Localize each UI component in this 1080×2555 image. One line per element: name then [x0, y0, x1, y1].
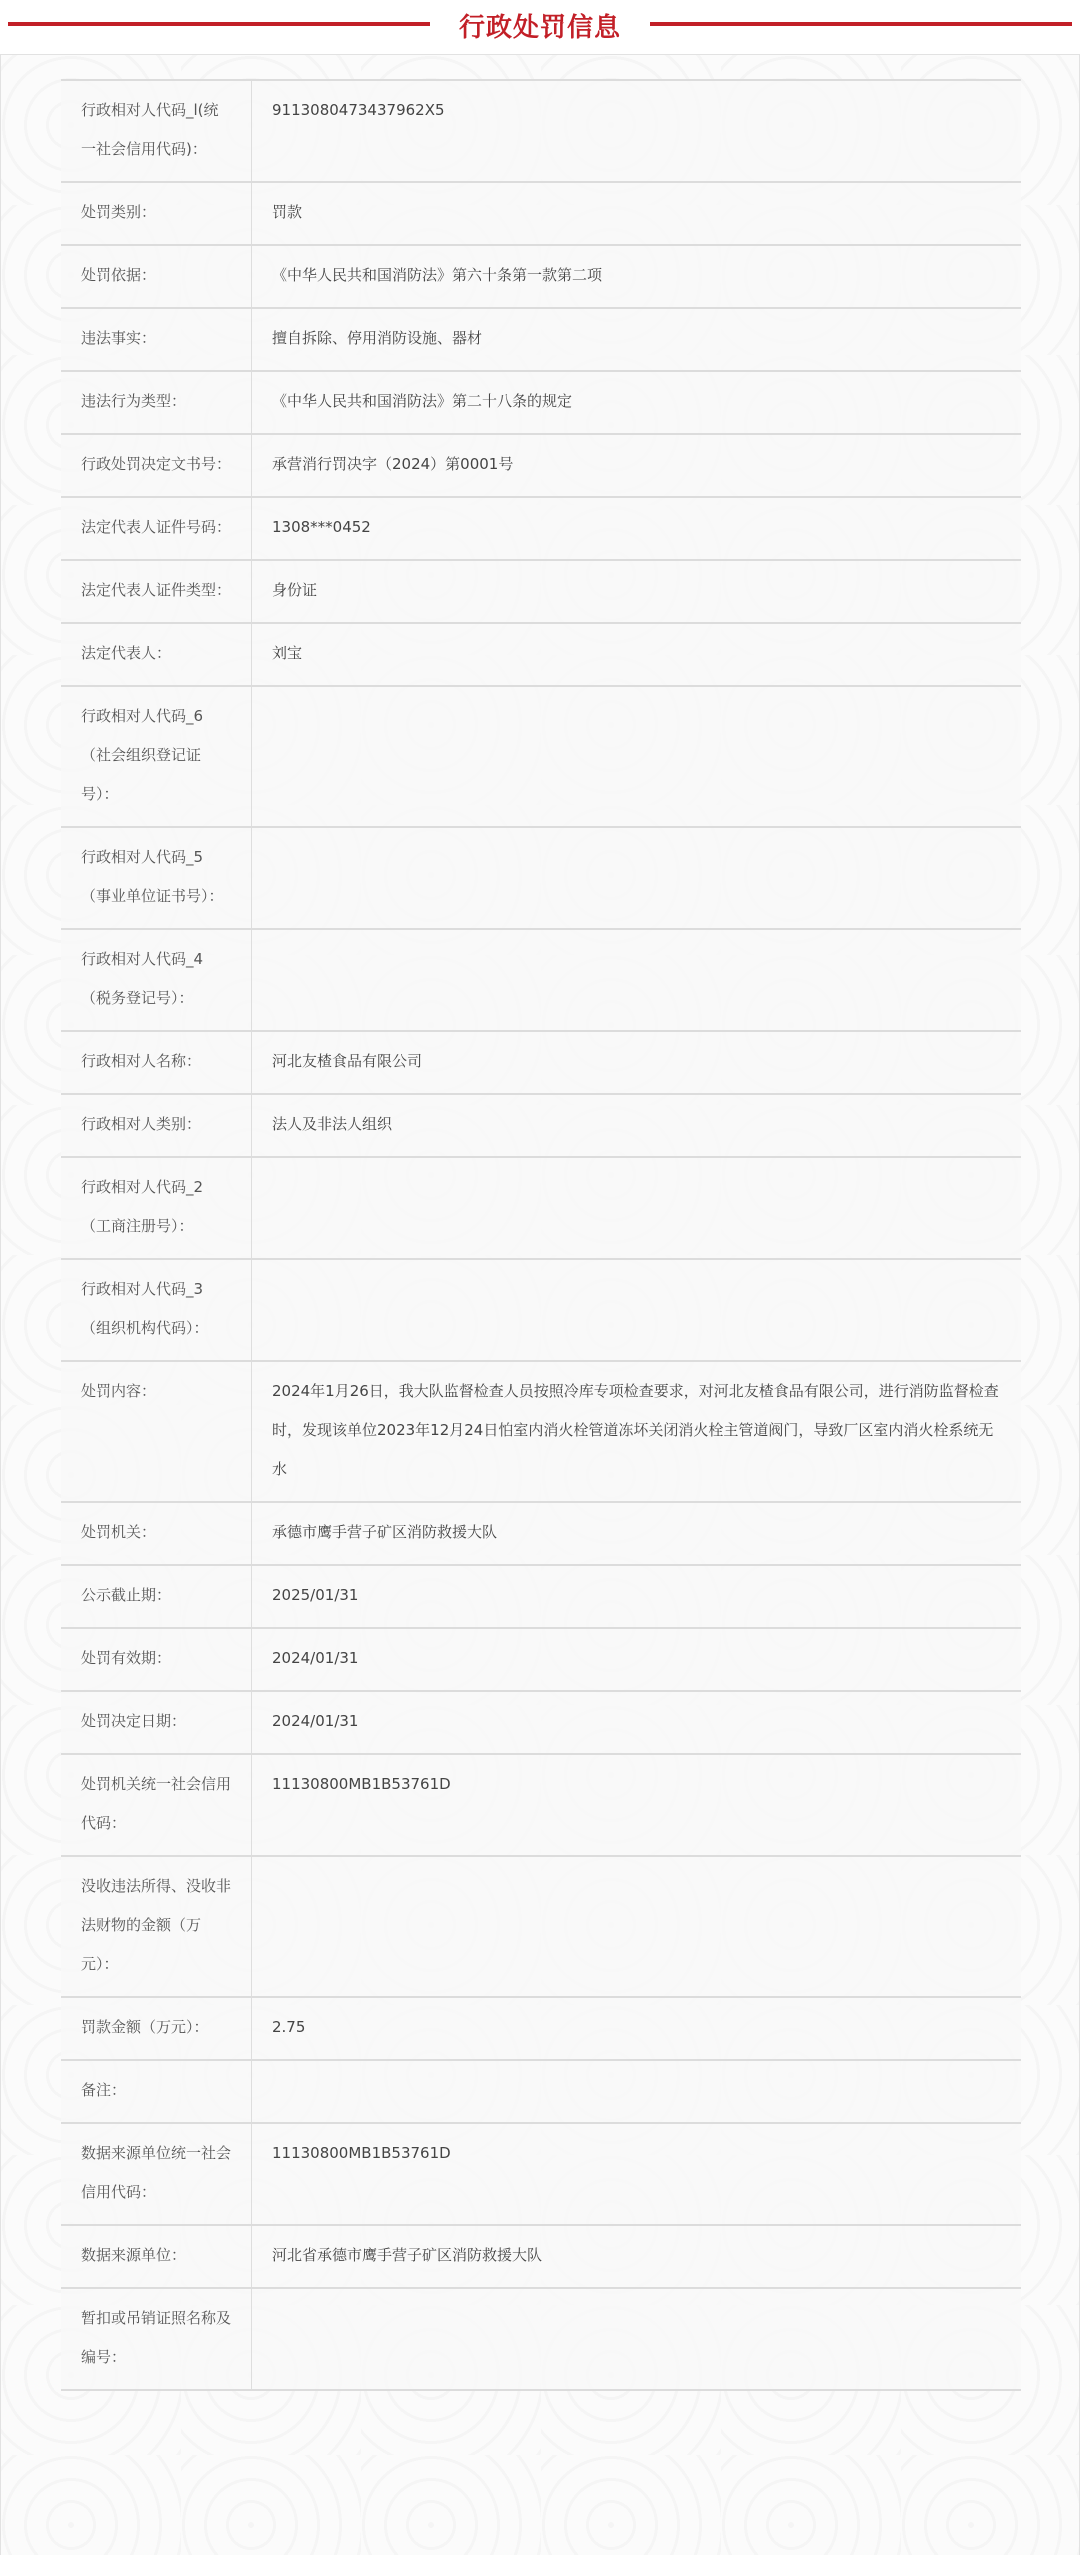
row-label: 行政相对人代码_5（事业单位证书号）： — [61, 827, 252, 929]
row-label: 数据来源单位： — [61, 2225, 252, 2288]
row-label: 行政处罚决定文书号： — [61, 434, 252, 497]
table-row — [61, 2288, 1021, 2390]
row-label: 处罚类别： — [61, 182, 252, 245]
row-value — [252, 1856, 1022, 1997]
row-value — [252, 1259, 1022, 1361]
table-row — [61, 1628, 1021, 1691]
info-panel — [0, 54, 1080, 2555]
row-value: 2024/01/31 — [252, 1691, 1022, 1754]
row-value: 《中华人民共和国消防法》第六十条第一款第二项 — [252, 245, 1022, 308]
row-value: 11130800MB1B53761D — [252, 2123, 1022, 2225]
table-row — [61, 371, 1021, 434]
row-value: 承德市鹰手营子矿区消防救援大队 — [252, 1502, 1022, 1565]
row-label: 罚款金额（万元）： — [61, 1997, 252, 2060]
row-value — [252, 827, 1022, 929]
row-label: 行政相对人代码_l(统一社会信用代码)： — [61, 80, 252, 182]
table-row — [61, 1157, 1021, 1259]
table-row — [61, 1031, 1021, 1094]
row-label: 处罚机关： — [61, 1502, 252, 1565]
row-value: 2024/01/31 — [252, 1628, 1022, 1691]
row-value: 2.75 — [252, 1997, 1022, 2060]
row-value: 河北友楂食品有限公司 — [252, 1031, 1022, 1094]
row-label: 法定代表人证件类型： — [61, 560, 252, 623]
table-row — [61, 245, 1021, 308]
table-row — [61, 929, 1021, 1031]
row-value: 擅自拆除、停用消防设施、器材 — [252, 308, 1022, 371]
table-row — [61, 1259, 1021, 1361]
table-row — [61, 560, 1021, 623]
row-label: 法定代表人： — [61, 623, 252, 686]
header-rule-left — [8, 22, 430, 26]
row-label: 处罚决定日期： — [61, 1691, 252, 1754]
header-rule-right — [650, 22, 1072, 26]
table-row — [61, 1691, 1021, 1754]
row-value: 2025/01/31 — [252, 1565, 1022, 1628]
table-row — [61, 1754, 1021, 1856]
row-value: 《中华人民共和国消防法》第二十八条的规定 — [252, 371, 1022, 434]
row-label: 行政相对人代码_4（税务登记号）： — [61, 929, 252, 1031]
table-row — [61, 80, 1021, 182]
row-value: 河北省承德市鹰手营子矿区消防救援大队 — [252, 2225, 1022, 2288]
table-row — [61, 1565, 1021, 1628]
row-label: 处罚机关统一社会信用代码： — [61, 1754, 252, 1856]
row-value — [252, 1157, 1022, 1259]
row-label: 公示截止期： — [61, 1565, 252, 1628]
row-label: 行政相对人代码_2（工商注册号）： — [61, 1157, 252, 1259]
row-value: 法人及非法人组织 — [252, 1094, 1022, 1157]
row-label: 没收违法所得、没收非法财物的金额（万元）： — [61, 1856, 252, 1997]
row-label: 行政相对人名称： — [61, 1031, 252, 1094]
table-row — [61, 1856, 1021, 1997]
row-label: 法定代表人证件号码： — [61, 497, 252, 560]
section-header — [0, 0, 1080, 50]
table-row — [61, 1502, 1021, 1565]
table-row — [61, 1997, 1021, 2060]
row-label: 处罚依据： — [61, 245, 252, 308]
row-label: 备注： — [61, 2060, 252, 2123]
table-row — [61, 182, 1021, 245]
table-row — [61, 827, 1021, 929]
table-row — [61, 1094, 1021, 1157]
row-value: 身份证 — [252, 560, 1022, 623]
row-label: 数据来源单位统一社会信用代码： — [61, 2123, 252, 2225]
row-label: 行政相对人代码_3（组织机构代码）： — [61, 1259, 252, 1361]
table-row — [61, 686, 1021, 827]
row-value: 罚款 — [252, 182, 1022, 245]
row-value: 11130800MB1B53761D — [252, 1754, 1022, 1856]
row-label: 行政相对人类别： — [61, 1094, 252, 1157]
table-row — [61, 2123, 1021, 2225]
table-row — [61, 497, 1021, 560]
row-label: 暂扣或吊销证照名称及编号： — [61, 2288, 252, 2390]
row-label: 违法事实： — [61, 308, 252, 371]
table-row — [61, 434, 1021, 497]
row-value — [252, 929, 1022, 1031]
row-value — [252, 2060, 1022, 2123]
table-row — [61, 623, 1021, 686]
table-row — [61, 2225, 1021, 2288]
row-value: 刘宝 — [252, 623, 1022, 686]
penalty-info-table — [61, 79, 1021, 2391]
row-value — [252, 2288, 1022, 2390]
section-title: 行政处罚信息 — [445, 7, 635, 44]
table-row — [61, 2060, 1021, 2123]
row-label: 处罚内容： — [61, 1361, 252, 1502]
row-value: 2024年1月26日，我大队监督检查人员按照冷库专项检查要求，对河北友楂食品有限公司，进行消防监督检查时，发现该单位2023年12月24日怕室内消火栓管道冻坏关闭消火栓主管道阀门，导致厂区室内消火栓系统无水 — [252, 1361, 1022, 1502]
row-value: 911308047343796​2X5 — [252, 80, 1022, 182]
row-label: 行政相对人代码_6（社会组织登记证号）： — [61, 686, 252, 827]
table-row — [61, 1361, 1021, 1502]
row-value: 承营消行罚决字（2024）第0001号 — [252, 434, 1022, 497]
row-value — [252, 686, 1022, 827]
row-value: 1308***0452 — [252, 497, 1022, 560]
row-label: 违法行为类型： — [61, 371, 252, 434]
row-label: 处罚有效期： — [61, 1628, 252, 1691]
table-row — [61, 308, 1021, 371]
